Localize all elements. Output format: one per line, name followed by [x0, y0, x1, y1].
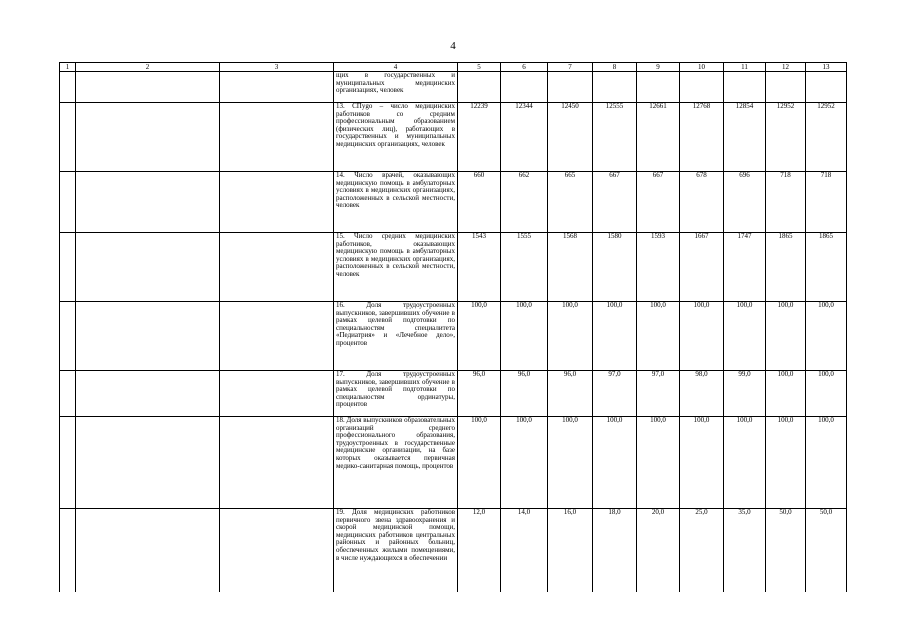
empty-cell: [220, 509, 334, 593]
empty-cell: [220, 371, 334, 417]
value-cell: 100,0: [806, 371, 847, 417]
indicator-description: 16. Доля трудоустроенных выпускников, завершивших обучение в рамках целевой подготовки по специальностям специалитета «Педиатрия» и «Лечебное дело», процентов: [334, 302, 458, 371]
value-cell: 96,0: [548, 371, 593, 417]
value-cell: 97,0: [637, 371, 680, 417]
value-cell: 1580: [593, 233, 637, 302]
column-number-cell: 5: [458, 63, 501, 72]
empty-cell: [60, 417, 76, 509]
value-cell: 100,0: [766, 371, 806, 417]
value-cell: 100,0: [458, 417, 501, 509]
empty-cell: [60, 103, 76, 172]
empty-cell: [76, 103, 220, 172]
value-cell: 20,0: [637, 509, 680, 593]
empty-cell: [220, 417, 334, 509]
value-cell: 12,0: [458, 509, 501, 593]
value-cell: 96,0: [458, 371, 501, 417]
value-cell: 678: [680, 172, 724, 233]
empty-cell: [220, 233, 334, 302]
value-cell: 25,0: [680, 509, 724, 593]
table-row: [60, 371, 847, 417]
value-cell: [593, 72, 637, 103]
empty-cell: [220, 103, 334, 172]
indicator-description: 14. Число врачей, оказывающих медицинскую помощь в амбулаторных условиях в медицинских организациях, расположенных в сельской местности, человек: [334, 172, 458, 233]
value-cell: 14,0: [501, 509, 548, 593]
value-cell: 18,0: [593, 509, 637, 593]
value-cell: 12344: [501, 103, 548, 172]
value-cell: 1747: [724, 233, 766, 302]
value-cell: 100,0: [458, 302, 501, 371]
empty-cell: [76, 417, 220, 509]
column-number-row: [60, 63, 847, 72]
value-cell: 12768: [680, 103, 724, 172]
value-cell: 16,0: [548, 509, 593, 593]
indicator-description: 17. Доля трудоустроенных выпускников, завершивших обучение в рамках целевой подготовки по специальностям ординатуры, процентов: [334, 371, 458, 417]
value-cell: 97,0: [593, 371, 637, 417]
indicator-description: 19. Доля медицинских работников первичного звена здравоохранения и скорой медицинской помощи, медицинских работников центральных районных и районных больниц, обеспеченных жилыми помещениями, в числе нуждающихся в обеспечении: [334, 509, 458, 593]
value-cell: 100,0: [806, 417, 847, 509]
value-cell: 12239: [458, 103, 501, 172]
indicator-description: 18. Доля выпускников образовательных организаций среднего профессионального образования, трудоустроенных в государственные медицинские организации, на базе которых оказывается первичная медико-санитарная помощь, процентов: [334, 417, 458, 509]
value-cell: 660: [458, 172, 501, 233]
value-cell: 96,0: [501, 371, 548, 417]
value-cell: 718: [806, 172, 847, 233]
value-cell: 718: [766, 172, 806, 233]
value-cell: 1593: [637, 233, 680, 302]
indicator-description: 15. Число средних медицинских работников, оказывающих медицинскую помощь в амбулаторных условиях в медицинских организациях, расположенных в сельской местности, человек: [334, 233, 458, 302]
value-cell: 100,0: [501, 302, 548, 371]
value-cell: 667: [637, 172, 680, 233]
table-row: [60, 233, 847, 302]
value-cell: [501, 72, 548, 103]
table-row: [60, 509, 847, 593]
value-cell: 100,0: [548, 417, 593, 509]
value-cell: 100,0: [724, 417, 766, 509]
value-cell: 696: [724, 172, 766, 233]
value-cell: 100,0: [593, 417, 637, 509]
indicator-description: 13. CПygo – число медицинских работников со средним профессиональным образованием (физических лиц), работающих в государственных и муниципальных медицинских организациях, человек: [334, 103, 458, 172]
column-number-cell: 6: [501, 63, 548, 72]
value-cell: 1543: [458, 233, 501, 302]
page-number: 4: [450, 40, 456, 52]
empty-cell: [220, 172, 334, 233]
empty-cell: [60, 233, 76, 302]
table-row: [60, 417, 847, 509]
value-cell: 100,0: [548, 302, 593, 371]
value-cell: 100,0: [724, 302, 766, 371]
value-cell: [458, 72, 501, 103]
value-cell: [766, 72, 806, 103]
value-cell: 1568: [548, 233, 593, 302]
empty-cell: [220, 72, 334, 103]
value-cell: [724, 72, 766, 103]
value-cell: 12555: [593, 103, 637, 172]
value-cell: 100,0: [501, 417, 548, 509]
column-number-cell: 7: [548, 63, 593, 72]
column-number-cell: 9: [637, 63, 680, 72]
value-cell: 1865: [806, 233, 847, 302]
value-cell: 12450: [548, 103, 593, 172]
value-cell: 50,0: [806, 509, 847, 593]
table-row: [60, 172, 847, 233]
empty-cell: [220, 302, 334, 371]
value-cell: 12952: [806, 103, 847, 172]
value-cell: [806, 72, 847, 103]
column-number-cell: 13: [806, 63, 847, 72]
value-cell: 100,0: [593, 302, 637, 371]
value-cell: 99,0: [724, 371, 766, 417]
value-cell: 1667: [680, 233, 724, 302]
value-cell: 12952: [766, 103, 806, 172]
value-cell: 662: [501, 172, 548, 233]
value-cell: 1555: [501, 233, 548, 302]
table-row: [60, 103, 847, 172]
value-cell: 100,0: [680, 417, 724, 509]
value-cell: 100,0: [637, 302, 680, 371]
empty-cell: [76, 509, 220, 593]
column-number-cell: 11: [724, 63, 766, 72]
indicators-table: [59, 62, 847, 592]
column-number-cell: 8: [593, 63, 637, 72]
empty-cell: [76, 233, 220, 302]
value-cell: 100,0: [637, 417, 680, 509]
value-cell: 100,0: [806, 302, 847, 371]
table-row: [60, 72, 847, 103]
value-cell: 100,0: [766, 417, 806, 509]
value-cell: 667: [593, 172, 637, 233]
empty-cell: [76, 172, 220, 233]
column-number-cell: 4: [334, 63, 458, 72]
empty-cell: [76, 371, 220, 417]
column-number-cell: 1: [60, 63, 76, 72]
indicator-description: щих в государственных и муниципальных медицинских организациях, человек: [334, 72, 458, 103]
column-number-cell: 12: [766, 63, 806, 72]
value-cell: 1865: [766, 233, 806, 302]
empty-cell: [60, 72, 76, 103]
column-number-cell: 3: [220, 63, 334, 72]
value-cell: 98,0: [680, 371, 724, 417]
value-cell: 35,0: [724, 509, 766, 593]
value-cell: 100,0: [680, 302, 724, 371]
value-cell: 665: [548, 172, 593, 233]
empty-cell: [76, 72, 220, 103]
value-cell: 12661: [637, 103, 680, 172]
empty-cell: [60, 302, 76, 371]
empty-cell: [76, 302, 220, 371]
column-number-cell: 2: [76, 63, 220, 72]
empty-cell: [60, 371, 76, 417]
empty-cell: [60, 172, 76, 233]
value-cell: 100,0: [766, 302, 806, 371]
table-row: [60, 302, 847, 371]
value-cell: 12854: [724, 103, 766, 172]
column-number-cell: 10: [680, 63, 724, 72]
value-cell: 50,0: [766, 509, 806, 593]
value-cell: [548, 72, 593, 103]
empty-cell: [60, 509, 76, 593]
value-cell: [680, 72, 724, 103]
value-cell: [637, 72, 680, 103]
